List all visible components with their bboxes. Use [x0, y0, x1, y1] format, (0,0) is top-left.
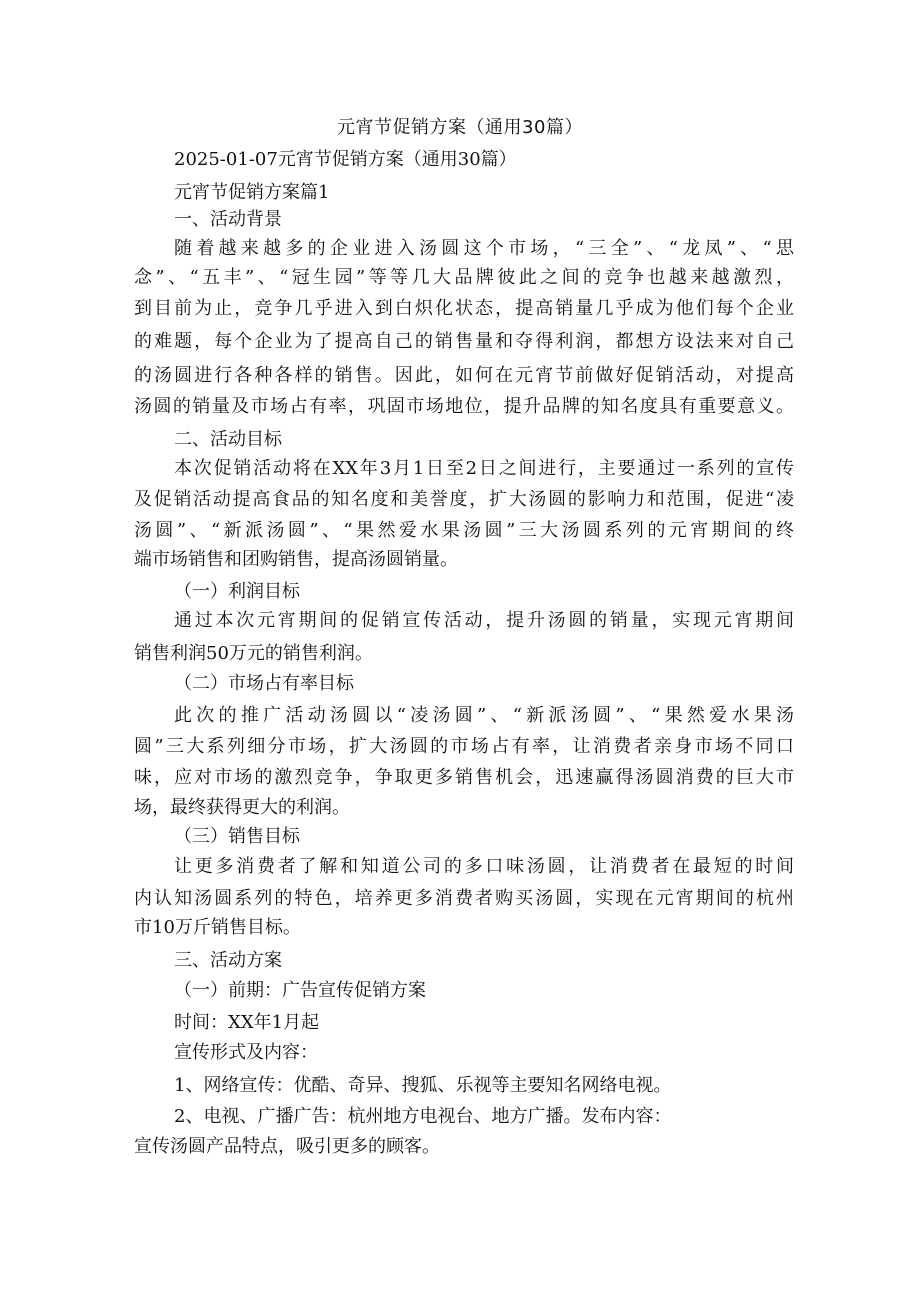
paragraph-line: 销售利润50万元的销售利润。	[134, 643, 373, 664]
paragraph-line: 此次的推广活动汤圆以“凌汤圆”、“新派汤圆”、“果然爱水果汤	[174, 705, 794, 726]
section-heading: 三、活动方案	[174, 950, 282, 971]
paragraph-line: 汤圆”、“新派汤圆”、“果然爱水果汤圆”三大汤圆系列的元宵期间的终	[134, 520, 794, 541]
paragraph-line: 端市场销售和团购销售，提高汤圆销量。	[134, 549, 458, 570]
paragraph-line: 到目前为止，竞争几乎进入到白炽化状态，提高销量几乎成为他们每个企业	[134, 298, 794, 319]
paragraph-line: 随着越来越多的企业进入汤圆这个市场，“三全”、“龙凤”、“思	[174, 238, 794, 259]
subsection-heading: （三）销售目标	[174, 826, 300, 847]
paragraph-line: 宣传形式及内容：	[174, 1042, 318, 1063]
subsection-heading: （一）前期：广告宣传促销方案	[174, 980, 426, 1001]
chapter-heading: 元宵节促销方案篇1	[174, 182, 330, 203]
list-item: 2、电视、广播广告：杭州地方电视台、地方广播。发布内容：	[174, 1106, 672, 1127]
paragraph-line: 通过本次元宵期间的促销宣传活动，提升汤圆的销量，实现元宵期间	[174, 610, 794, 631]
paragraph-line: 的难题，每个企业为了提高自己的销售量和夺得利润，都想方设法来对自己	[134, 331, 794, 352]
paragraph-line: 场，最终获得更大的利润。	[134, 797, 350, 818]
paragraph-line: 汤圆的销量及市场占有率，巩固市场地位，提升品牌的知名度具有重要意义。	[134, 396, 794, 417]
paragraph-line: 宣传汤圆产品特点，吸引更多的顾客。	[134, 1136, 440, 1157]
paragraph-line: 内认知汤圆系列的特色，培养更多消费者购买汤圆，实现在元宵期间的杭州	[134, 888, 794, 909]
document-title: 元宵节促销方案（通用30篇）	[337, 117, 583, 138]
section-heading: 一、活动背景	[174, 209, 282, 230]
document-date-line: 2025-01-07元宵节促销方案（通用30篇）	[174, 149, 517, 170]
list-item: 1、网络宣传：优酷、奇异、搜狐、乐视等主要知名网络电视。	[174, 1075, 672, 1096]
paragraph-line: 时间：XX年1月起	[174, 1012, 320, 1033]
section-heading: 二、活动目标	[174, 429, 282, 450]
paragraph-line: 念”、“五丰”、“冠生园”等等几大品牌彼此之间的竞争也越来越激烈，	[134, 267, 794, 288]
paragraph-line: 圆”三大系列细分市场，扩大汤圆的市场占有率，让消费者亲身市场不同口	[134, 736, 794, 757]
paragraph-line: 让更多消费者了解和知道公司的多口味汤圆，让消费者在最短的时间	[174, 856, 794, 877]
paragraph-line: 味，应对市场的激烈竞争，争取更多销售机会，迅速赢得汤圆消费的巨大市	[134, 767, 794, 788]
paragraph-line: 的汤圆进行各种各样的销售。因此，如何在元宵节前做好促销活动，对提高	[134, 365, 794, 386]
paragraph-line: 及促销活动提高食品的知名度和美誉度，扩大汤圆的影响力和范围，促进“凌	[134, 489, 794, 510]
subsection-heading: （二）市场占有率目标	[174, 673, 354, 694]
paragraph-line: 市10万斤销售目标。	[134, 917, 301, 938]
subsection-heading: （一）利润目标	[174, 581, 300, 602]
paragraph-line: 本次促销活动将在XX年3月1日至2日之间进行，主要通过一系列的宣传	[174, 458, 794, 479]
